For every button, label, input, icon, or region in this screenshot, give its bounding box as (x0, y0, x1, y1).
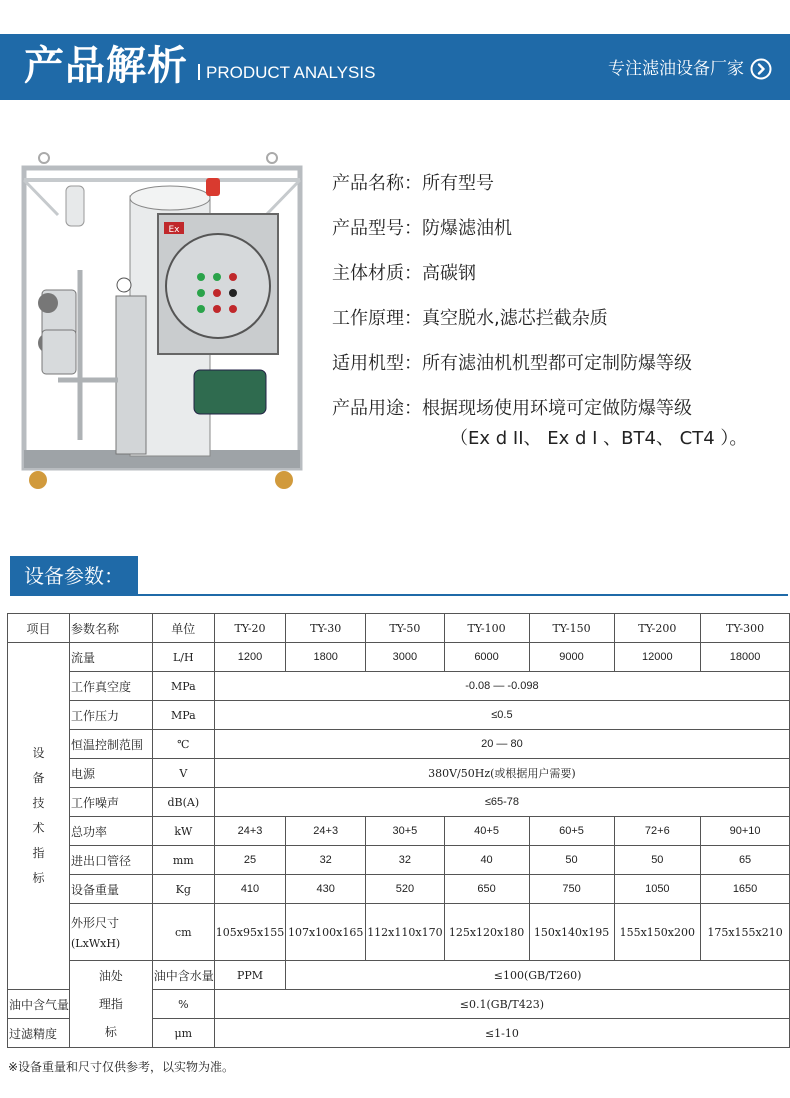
info-row (332, 217, 782, 241)
value-cell: 30+5 (366, 817, 444, 846)
param-unit: mm (152, 846, 214, 875)
value-cell: 24+3 (214, 817, 285, 846)
info-key: 产品用途： (332, 398, 422, 419)
value-cell: 105x95x155 (214, 904, 285, 961)
param-unit: kW (152, 817, 214, 846)
value-cell: 3000 (366, 643, 444, 672)
table-row (8, 875, 790, 904)
product-info (332, 172, 782, 451)
info-key: 产品名称： (332, 173, 422, 194)
table-row (8, 904, 790, 961)
value-cell: 18000 (701, 643, 790, 672)
slogan-text: 专注滤油设备厂家 (608, 59, 744, 79)
info-row (332, 262, 782, 286)
param-name: 过滤精度 (8, 1019, 70, 1048)
param-unit: μm (152, 1019, 214, 1048)
header-cell: 单位 (152, 614, 214, 643)
value-cell: 32 (366, 846, 444, 875)
info-row (332, 307, 782, 331)
value-cell: ≤0.5 (214, 701, 789, 730)
param-name: 进出口管径 (70, 846, 153, 875)
header-cell: TY-50 (366, 614, 444, 643)
info-key: 主体材质： (332, 263, 422, 284)
table-row (8, 788, 790, 817)
value-cell: ≤0.1(GB/T423) (214, 990, 789, 1019)
divider (198, 64, 200, 80)
value-cell: 107x100x165 (286, 904, 366, 961)
header-cell: TY-100 (444, 614, 529, 643)
value-cell: 150x140x195 (529, 904, 614, 961)
table-row (8, 961, 790, 990)
value-cell: 12000 (614, 643, 701, 672)
value-cell: 650 (444, 875, 529, 904)
value-cell: 410 (214, 875, 285, 904)
group-label: 设 备 技 术 指 标 (8, 643, 70, 990)
table-row (8, 846, 790, 875)
table-header-row (8, 614, 790, 643)
info-value: 防爆滤油机 (422, 218, 512, 239)
value-cell: 6000 (444, 643, 529, 672)
value-cell: -0.08 — -0.098 (214, 672, 789, 701)
header-banner (0, 34, 790, 100)
param-name: 油中含水量 (152, 961, 214, 990)
param-name: 工作噪声 (70, 788, 153, 817)
param-unit: MPa (152, 672, 214, 701)
value-cell: 380V/50Hz(或根据用户需要) (214, 759, 789, 788)
header-cell: TY-30 (286, 614, 366, 643)
param-unit: MPa (152, 701, 214, 730)
param-unit: % (152, 990, 214, 1019)
value-cell: ≤100(GB/T260) (286, 961, 790, 990)
info-value-continued: （Ex d II、 Ex d I 、BT4、 CT4 ）。 (450, 428, 748, 449)
param-name: 工作真空度 (70, 672, 153, 701)
value-cell: 50 (529, 846, 614, 875)
value-cell: ≤65-78 (214, 788, 789, 817)
value-cell: 32 (286, 846, 366, 875)
param-name: 电源 (70, 759, 153, 788)
page-subtitle (198, 62, 375, 84)
param-name: 工作压力 (70, 701, 153, 730)
value-cell: 65 (701, 846, 790, 875)
param-unit: PPM (214, 961, 285, 990)
spec-table (7, 613, 790, 1048)
value-cell: 1800 (286, 643, 366, 672)
product-image (18, 150, 310, 495)
footnote: ※设备重量和尺寸仅供参考，以实物为准。 (8, 1060, 235, 1074)
table-row (8, 817, 790, 846)
param-name-line: (LxWxH) (71, 937, 121, 950)
section-underline (10, 594, 788, 596)
value-cell: 40+5 (444, 817, 529, 846)
info-value: 所有滤油机机型都可定制防爆等级 (422, 353, 692, 374)
value-cell: 430 (286, 875, 366, 904)
value-cell: 90+10 (701, 817, 790, 846)
value-cell: 50 (614, 846, 701, 875)
section-title: 设备参数： (10, 556, 138, 596)
param-unit: ℃ (152, 730, 214, 759)
header-cell: TY-300 (701, 614, 790, 643)
info-value: 高碳钢 (422, 263, 476, 284)
param-name: 恒温控制范围 (70, 730, 153, 759)
param-unit: cm (152, 904, 214, 961)
value-cell: ≤1-10 (214, 1019, 789, 1048)
value-cell: 1200 (214, 643, 285, 672)
subtitle-text: PRODUCT ANALYSIS (206, 63, 376, 82)
header-cell: TY-20 (214, 614, 285, 643)
param-name: 总功率 (70, 817, 153, 846)
param-name-line: 外形尺寸 (71, 916, 120, 930)
ex-label: Ex (168, 225, 180, 235)
value-cell: 112x110x170 (366, 904, 444, 961)
info-key: 产品型号： (332, 218, 422, 239)
info-row (332, 352, 782, 376)
table-row (8, 672, 790, 701)
info-row (332, 397, 782, 421)
param-name: 流量 (70, 643, 153, 672)
group-label: 油处 理指 标 (70, 961, 153, 1048)
table-row (8, 701, 790, 730)
param-unit: V (152, 759, 214, 788)
value-cell: 25 (214, 846, 285, 875)
table-row (8, 730, 790, 759)
value-cell: 155x150x200 (614, 904, 701, 961)
slogan-link[interactable] (608, 58, 772, 80)
value-cell: 520 (366, 875, 444, 904)
value-cell: 60+5 (529, 817, 614, 846)
info-value: 根据现场使用环境可定做防爆等级 (422, 398, 692, 419)
circle-chevron-right-icon (750, 58, 772, 80)
value-cell: 175x155x210 (701, 904, 790, 961)
value-cell: 24+3 (286, 817, 366, 846)
header-cell: TY-200 (614, 614, 701, 643)
param-unit: dB(A) (152, 788, 214, 817)
value-cell: 1050 (614, 875, 701, 904)
param-name (70, 904, 153, 961)
param-unit: L/H (152, 643, 214, 672)
table-row (8, 759, 790, 788)
value-cell: 1650 (701, 875, 790, 904)
value-cell: 72+6 (614, 817, 701, 846)
value-cell: 40 (444, 846, 529, 875)
header-cell: TY-150 (529, 614, 614, 643)
info-value: 所有型号 (422, 173, 494, 194)
value-cell: 9000 (529, 643, 614, 672)
value-cell: 750 (529, 875, 614, 904)
table-row (8, 643, 790, 672)
param-name: 油中含气量 (8, 990, 70, 1019)
value-cell: 125x120x180 (444, 904, 529, 961)
info-key: 适用机型： (332, 353, 422, 374)
info-key: 工作原理： (332, 308, 422, 329)
header-cell: 参数名称 (70, 614, 153, 643)
header-cell: 项目 (8, 614, 70, 643)
info-value: 真空脱水,滤芯拦截杂质 (422, 308, 608, 329)
info-row (332, 172, 782, 196)
param-unit: Kg (152, 875, 214, 904)
value-cell: 20 — 80 (214, 730, 789, 759)
param-name: 设备重量 (70, 875, 153, 904)
page-title: 产品解析 (24, 43, 188, 89)
